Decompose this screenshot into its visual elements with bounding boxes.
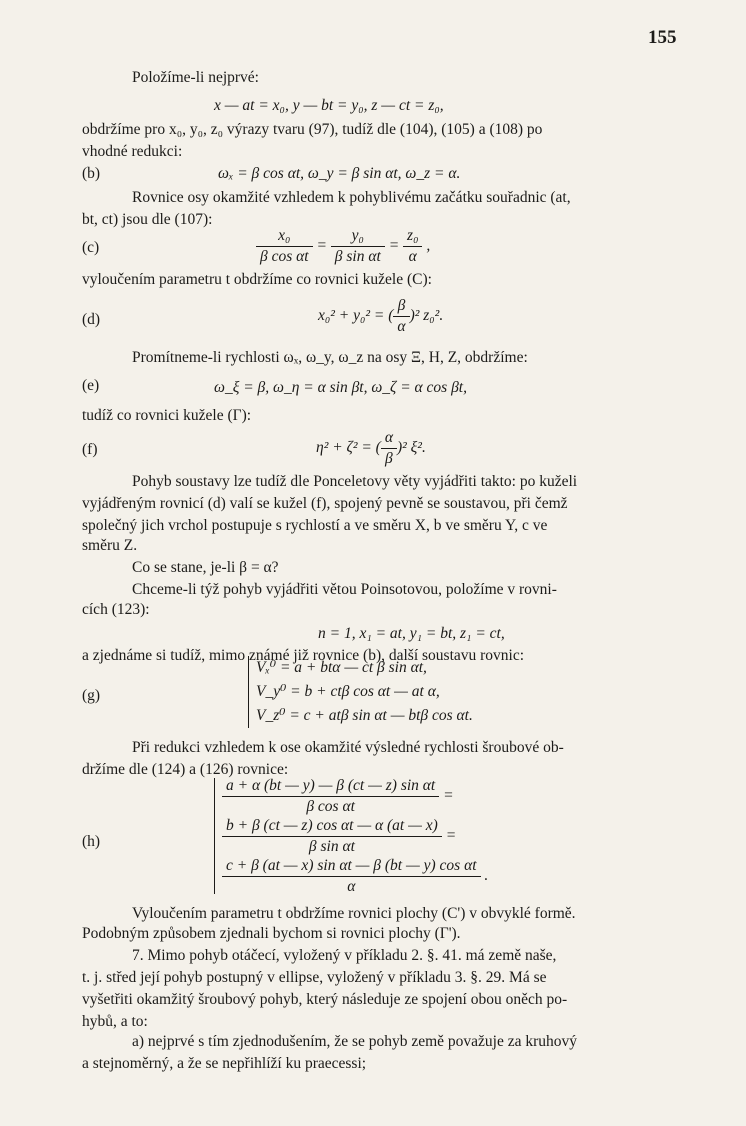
- equation-label-c: (c): [82, 239, 100, 256]
- equation-e: ω_ξ = β, ω_η = α sin βt, ω_ζ = α cos βt,: [214, 379, 467, 396]
- text-line: a) nejprvé s tím zjednodušením, že se pohyb země považuje za kruhový: [132, 1033, 578, 1050]
- equation-label-e: (e): [82, 377, 100, 394]
- fraction: $\frac{\text{a + α (bt — y) — β (ct — z) sin αt}}{\text{β cos αt}}$: [222, 776, 439, 817]
- text-line: tudíž co rovnici kužele (Γ):: [82, 407, 252, 424]
- text-line: a zjednáme si tudíž, mimo známé již rovnice (b), další soustavu rovnic:: [82, 647, 525, 664]
- text-line: Vyloučením parametru t obdržíme rovnici plochy (C') v obvyklé formě.: [132, 905, 576, 922]
- text-line: vhodné redukci:: [82, 143, 183, 160]
- equation-g3: V_z⁰ = c + atβ sin αt — btβ cos αt.: [256, 707, 473, 724]
- fraction: $\frac{\beta}{\alpha}$: [393, 296, 409, 337]
- equation-h2: $\frac{\text{b + β (ct — z) cos αt — α (at — x)}}{\text{β sin αt}}$ =: [222, 816, 456, 857]
- equation-label-b: (b): [82, 165, 101, 182]
- text-line: vyjádřeným rovnicí (d) valí se kužel (f), spojený pevně se soustavou, při čemž: [82, 495, 568, 512]
- equation-h3: $\frac{\text{c + β (at — x) sin αt — β (bt — y) cos αt}}{\alpha}$ .: [222, 856, 488, 897]
- text-line: 7. Mimo pohyb otáčecí, vyložený v příkladu 2. §. 41. má země naše,: [132, 947, 557, 964]
- text-line: bt, ct) jsou dle (107):: [82, 211, 213, 228]
- text-line: a stejnoměrný, a že se nepřihlíží ku praecessi;: [82, 1055, 367, 1072]
- equation-label-h: (h): [82, 833, 101, 850]
- text-line: směru Z.: [82, 537, 138, 554]
- equation-h1: $\frac{\text{a + α (bt — y) — β (ct — z) sin αt}}{\text{β cos αt}}$ =: [222, 776, 454, 817]
- text-line: Pohyb soustavy lze tudíž dle Ponceletovy věty vyjádřiti takto: po kuželi: [132, 473, 578, 490]
- fraction: $\frac{\alpha}{\beta}$: [381, 428, 397, 469]
- equation-g2: V_y⁰ = b + ctβ cos αt — at α,: [256, 683, 440, 700]
- text-line: Při redukci vzhledem k ose okamžité výsledné rychlosti šroubové ob-: [132, 739, 564, 756]
- fraction: $\frac{\text{x₀}}{\text{β cos αt}}$: [256, 226, 313, 267]
- text-line: Rovnice osy okamžité vzhledem k pohyblivému začátku souřadnic (at,: [132, 189, 571, 206]
- brace: [248, 656, 249, 728]
- text-line: vyloučením parametru t obdržíme co rovnici kužele (C):: [82, 271, 432, 288]
- fraction: $\frac{\text{b + β (ct — z) cos αt — α (at — x)}}{\text{β sin αt}}$: [222, 816, 442, 857]
- text-line: Promítneme-li rychlosti ωₓ, ω_y, ω_z na osy Ξ, H, Z, obdržíme:: [132, 349, 528, 366]
- fraction: $\frac{\text{c + β (at — x) sin αt — β (bt — y) cos αt}}{\alpha}$: [222, 856, 481, 897]
- equation-label-g: (g): [82, 687, 101, 704]
- text-line: cích (123):: [82, 601, 150, 618]
- equation-b: ωₓ = β cos αt, ω_y = β sin αt, ω_z = α.: [218, 165, 461, 182]
- text-line: Chceme-li týž pohyb vyjádřiti větou Poinsotovou, položíme v rovni-: [132, 581, 557, 598]
- equation-d: x₀² + y₀² = ( $\frac{\beta}{\alpha}$ )² z₀².: [318, 297, 444, 335]
- text-line: hybů, a to:: [82, 1013, 148, 1030]
- fraction: $\frac{\text{z₀}}{\alpha}$: [403, 226, 422, 267]
- text-line: t. j. střed její pohyb postupný v ellipse, vyložený v příkladu 3. §. 29. Má se: [82, 969, 547, 986]
- brace: [214, 778, 215, 894]
- text-line: Podobným způsobem zjednali bychom si rovnici plochy (Γ').: [82, 925, 461, 942]
- page-number: 155: [648, 27, 677, 48]
- equation-label-f: (f): [82, 441, 98, 458]
- equation-label-d: (d): [82, 311, 101, 328]
- equation-a: x — at = x₀, y — bt = y₀, z — ct = z₀,: [214, 97, 444, 114]
- text-line: Co se stane, je-li β = α?: [132, 559, 279, 576]
- text-line: společný jich vrchol postupuje s rychlostí a ve směru X, b ve směru Y, c ve: [82, 517, 548, 534]
- equation-g0: n = 1, x₁ = at, y₁ = bt, z₁ = ct,: [318, 625, 505, 642]
- equation-c: $\frac{\text{x₀}}{\text{β cos αt}}$ = $\frac{\text{y₀}}{\text{β sin αt}}$ = $\frac{\text{z₀}}{\alpha}$ ,: [256, 226, 430, 267]
- text-line: obdržíme pro x₀, y₀, z₀ výrazy tvaru (97), tudíž dle (104), (105) a (108) po: [82, 121, 543, 138]
- equation-g1: Vₓ⁰ = a + btα — ct β sin αt,: [256, 659, 427, 676]
- text-line: Položíme-li nejprvé:: [132, 69, 259, 86]
- fraction: $\frac{\text{y₀}}{\text{β sin αt}}$: [331, 226, 385, 267]
- equation-f: η² + ζ² = ( $\frac{\alpha}{\beta}$ )² ξ².: [316, 429, 426, 467]
- text-line: držíme dle (124) a (126) rovnice:: [82, 761, 289, 778]
- text-line: vyšetřiti okamžitý šroubový pohyb, který následuje ze spojení obou oněch po-: [82, 991, 568, 1008]
